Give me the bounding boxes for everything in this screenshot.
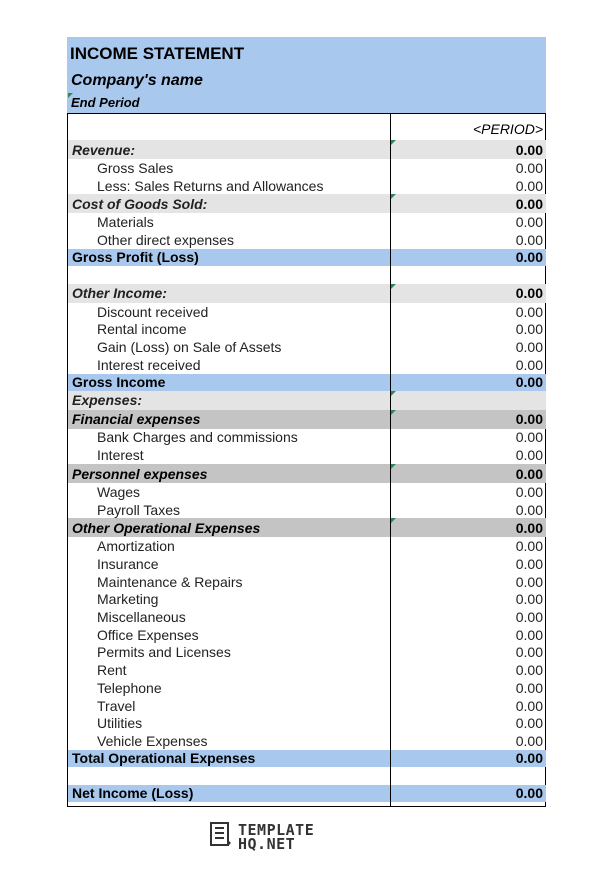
- row-value: 0.00: [515, 697, 543, 714]
- row-gross-profit-loss: [68, 249, 546, 266]
- row-gross-sales: [68, 159, 546, 177]
- row-label: Bank Charges and commissions: [97, 429, 298, 446]
- row-label: Miscellaneous: [97, 609, 186, 626]
- row-total-operational-expenses: [68, 750, 546, 767]
- row-label: Revenue:: [72, 141, 136, 158]
- row-office-expenses: [68, 626, 546, 644]
- row-payroll-taxes: [68, 501, 546, 519]
- row-blank: [68, 767, 546, 785]
- row-other-direct-expenses: [68, 231, 546, 249]
- row-label: Insurance: [97, 555, 159, 572]
- templatehq-logo: [210, 820, 340, 852]
- row-label: Marketing: [97, 591, 159, 608]
- document-logo-icon: [210, 822, 232, 848]
- row-marketing: [68, 591, 546, 609]
- row-label: Gross Income: [72, 374, 166, 391]
- cell-comment-marker-icon: [391, 284, 396, 289]
- row-value: 0.00: [515, 285, 543, 302]
- row-period: [68, 117, 546, 140]
- row-gross-income: [68, 374, 546, 391]
- row-value: 0.00: [515, 231, 543, 248]
- row-value: 0.00: [515, 501, 543, 518]
- row-value: 0.00: [515, 591, 543, 608]
- row-other-operational-expenses: [68, 518, 546, 537]
- row-label: Interest: [97, 447, 144, 464]
- row-value: 0.00: [515, 177, 543, 194]
- row-label: Rental income: [97, 321, 187, 338]
- row-label: Maintenance & Repairs: [97, 573, 243, 590]
- row-label: Expenses:: [72, 392, 143, 409]
- row-other-income: [68, 284, 546, 303]
- row-label: Wages: [97, 483, 141, 500]
- row-value: 0.00: [515, 447, 543, 464]
- row-materials: [68, 213, 546, 231]
- row-telephone: [68, 679, 546, 697]
- end-period-label: End Period: [71, 95, 140, 110]
- row-value: 0.00: [515, 662, 543, 679]
- row-label: Vehicle Expenses: [97, 732, 208, 749]
- row-discount-received: [68, 303, 546, 321]
- cell-comment-marker-icon: [391, 194, 396, 199]
- row-maintenance-repairs: [68, 573, 546, 591]
- row-cost-of-goods-sold: [68, 194, 546, 213]
- row-value: 0.00: [515, 573, 543, 590]
- row-value: 0.00: [515, 785, 543, 802]
- row-label: Utilities: [97, 715, 143, 732]
- row-gain-loss-on-sale-of-assets: [68, 338, 546, 356]
- row-value: 0.00: [515, 750, 543, 767]
- row-value: 0.00: [515, 195, 543, 212]
- row-value: 0.00: [515, 732, 543, 749]
- row-interest-received: [68, 356, 546, 374]
- row-label: Net Income (Loss): [72, 785, 194, 802]
- row-value: 0.00: [515, 374, 543, 391]
- row-vehicle-expenses: [68, 732, 546, 750]
- row-rent: [68, 661, 546, 679]
- row-interest: [68, 446, 546, 464]
- cell-comment-marker-icon: [391, 518, 396, 523]
- row-expenses: [68, 391, 546, 410]
- row-label: Rent: [97, 662, 127, 679]
- row-value: 0.00: [515, 626, 543, 643]
- row-label: Other Operational Expenses: [72, 519, 261, 536]
- row-permits-and-licenses: [68, 644, 546, 662]
- row-bank-charges-and-commissions: [68, 429, 546, 447]
- row-insurance: [68, 555, 546, 573]
- row-value: 0.00: [515, 679, 543, 696]
- row-amortization: [68, 537, 546, 555]
- logo-text-line2: HQ.NET: [238, 835, 296, 853]
- row-value: 0.00: [515, 644, 543, 661]
- row-label: Financial expenses: [72, 411, 201, 428]
- row-label: Personnel expenses: [72, 465, 208, 482]
- row-label: Other direct expenses: [97, 231, 234, 248]
- row-value: 0.00: [515, 715, 543, 732]
- cell-comment-marker-icon: [391, 410, 396, 415]
- column-divider: [390, 114, 391, 806]
- row-blank: [68, 266, 546, 284]
- row-label: Total Operational Expenses: [72, 750, 256, 767]
- row-rental-income: [68, 321, 546, 339]
- row-personnel-expenses: [68, 464, 546, 483]
- row-label: Amortization: [97, 538, 175, 555]
- row-value: 0.00: [515, 159, 543, 176]
- row-value: 0.00: [515, 555, 543, 572]
- row-value: 0.00: [515, 609, 543, 626]
- row-label: Interest received: [97, 356, 201, 373]
- row-label: Less: Sales Returns and Allowances: [97, 177, 324, 194]
- logo-text-line1: TEMPLATE: [238, 821, 315, 839]
- row-value: 0.00: [515, 483, 543, 500]
- row-value: <PERIOD>: [472, 120, 543, 137]
- row-value: 0.00: [515, 141, 543, 158]
- row-label: Materials: [97, 214, 154, 231]
- row-financial-expenses: [68, 410, 546, 429]
- company-name: Company's name: [71, 72, 203, 89]
- row-utilities: [68, 714, 546, 732]
- row-label: Gross Profit (Loss): [72, 249, 199, 266]
- row-value: 0.00: [515, 214, 543, 231]
- row-less-sales-returns-and-allowances: [68, 177, 546, 195]
- row-label: Discount received: [97, 303, 209, 320]
- row-label: Travel: [97, 697, 136, 714]
- row-value: 0.00: [515, 321, 543, 338]
- income-statement-sheet: [67, 37, 546, 807]
- row-label: Cost of Goods Sold:: [72, 195, 208, 212]
- row-label: Permits and Licenses: [97, 644, 231, 661]
- row-value: 0.00: [515, 429, 543, 446]
- cell-comment-marker-icon: [391, 464, 396, 469]
- row-label: Other Income:: [72, 285, 167, 302]
- statement-header: [67, 37, 546, 114]
- row-value: 0.00: [515, 519, 543, 536]
- row-revenue: [68, 140, 546, 159]
- row-wages: [68, 483, 546, 501]
- row-value: 0.00: [515, 339, 543, 356]
- row-value: 0.00: [515, 538, 543, 555]
- row-value: 0.00: [515, 411, 543, 428]
- row-label: Office Expenses: [97, 626, 199, 643]
- row-label: Gain (Loss) on Sale of Assets: [97, 339, 282, 356]
- row-travel: [68, 697, 546, 715]
- row-label: Payroll Taxes: [97, 501, 181, 518]
- row-miscellaneous: [68, 608, 546, 626]
- statement-grid: [67, 114, 546, 807]
- row-value: 0.00: [515, 303, 543, 320]
- row-label: Telephone: [97, 679, 162, 696]
- row-value: 0.00: [515, 356, 543, 373]
- row-label: Gross Sales: [97, 159, 174, 176]
- statement-title: INCOME STATEMENT: [70, 44, 245, 63]
- cell-comment-marker-icon: [391, 140, 396, 145]
- row-value: 0.00: [515, 465, 543, 482]
- row-value: 0.00: [515, 249, 543, 266]
- cell-comment-marker-icon: [391, 391, 396, 396]
- row-net-income-loss: [68, 785, 546, 802]
